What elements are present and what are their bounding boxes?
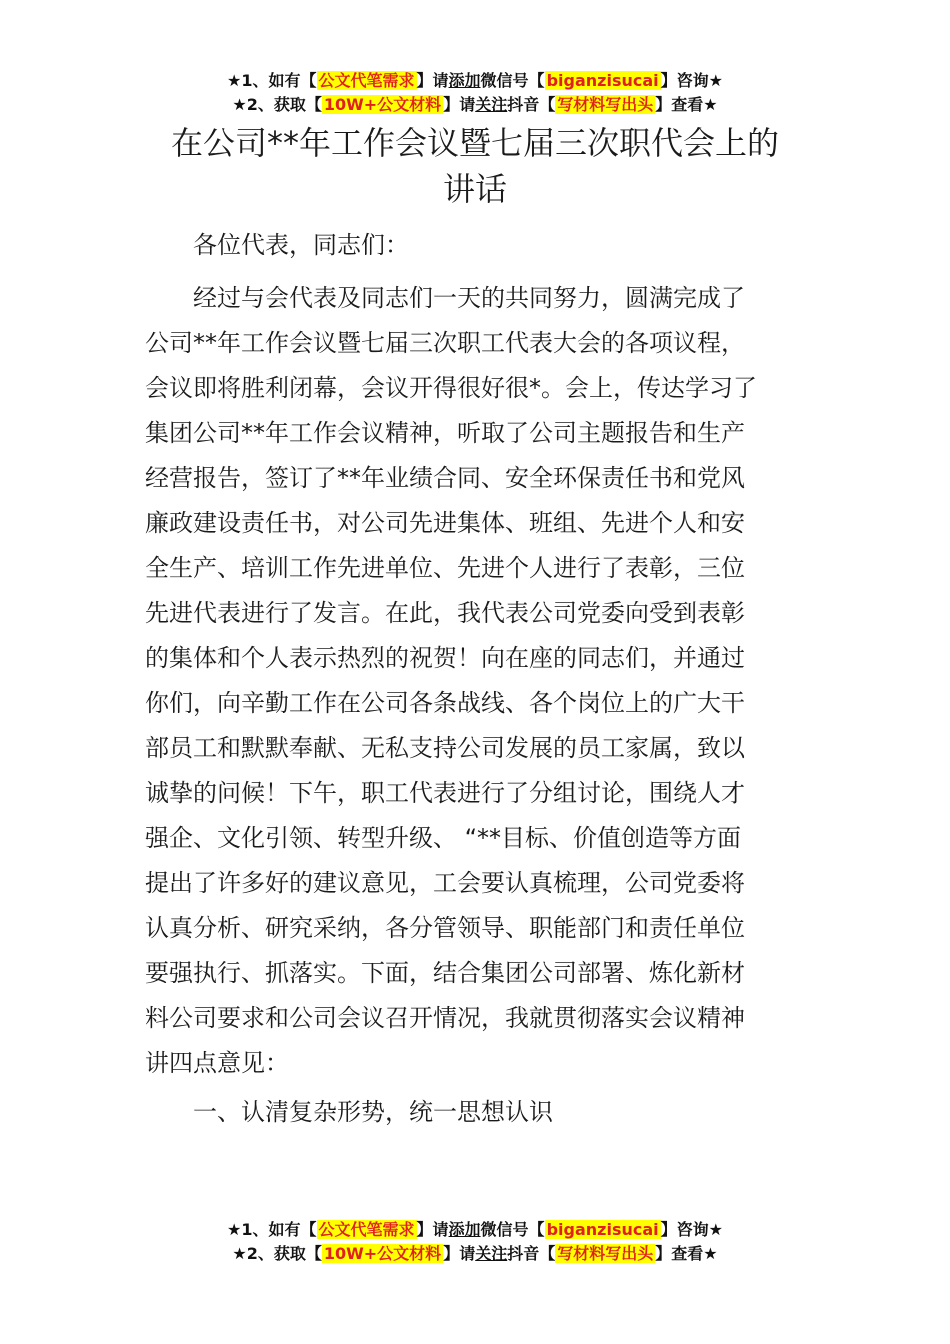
ad-highlight: 公文代笔需求 xyxy=(318,71,415,90)
ad-emphasis: 关注 xyxy=(475,95,508,114)
header-ad-line-1 xyxy=(0,70,950,92)
paragraph-line: 全生产、培训工作先进单位、先进个人进行了表彰，三位 xyxy=(145,554,745,582)
ad-highlight: 10W+公文材料 xyxy=(323,1244,442,1263)
ad-wechat-id: biganzisucai xyxy=(546,71,659,90)
paragraph-line: 你们，向辛勤工作在公司各条战线、各个岗位上的广大干 xyxy=(145,689,745,717)
ad-text: 】请 xyxy=(443,1244,476,1263)
ad-text: 】查看★ xyxy=(655,1244,718,1263)
ad-text: ★1、如有【 xyxy=(227,71,317,90)
paragraph-1 xyxy=(145,276,810,1086)
paragraph-line: 讲四点意见： xyxy=(145,1049,289,1077)
ad-text: 】请 xyxy=(416,1220,449,1239)
paragraph-line: 诚挚的问候！下午，职工代表进行了分组讨论，围绕人才 xyxy=(145,779,745,807)
paragraph-line: 集团公司**年工作会议精神，听取了公司主题报告和生产 xyxy=(145,419,745,447)
paragraph-line: 要强执行、抓落实。下面，结合集团公司部署、炼化新材 xyxy=(145,959,745,987)
ad-emphasis: 添加 xyxy=(448,71,481,90)
ad-text: 抖音【 xyxy=(507,1244,556,1263)
ad-text: 】查看★ xyxy=(655,95,718,114)
paragraph-line: 经过与会代表及同志们一天的共同努力，圆满完成了 xyxy=(193,284,745,312)
ad-text: 微信号【 xyxy=(480,71,545,90)
salutation: 各位代表，同志们： xyxy=(193,231,409,259)
ad-text: ★1、如有【 xyxy=(227,1220,317,1239)
paragraph-line: 廉政建设责任书，对公司先进集体、班组、先进个人和安 xyxy=(145,509,745,537)
document-title-line-1: 在公司**年工作会议暨七届三次职代会上的 xyxy=(170,124,779,162)
paragraph-line: 经营报告，签订了**年业绩合同、安全环保责任书和党风 xyxy=(145,464,745,492)
ad-text: ★2、获取【 xyxy=(232,1244,322,1263)
ad-text: 】请 xyxy=(416,71,449,90)
ad-emphasis: 关注 xyxy=(475,1244,508,1263)
ad-douyin-id: 写材料写出头 xyxy=(557,1244,654,1263)
paragraph-line: 公司**年工作会议暨七届三次职工代表大会的各项议程， xyxy=(145,329,745,357)
ad-highlight: 公文代笔需求 xyxy=(318,1220,415,1239)
ad-text: 微信号【 xyxy=(480,1220,545,1239)
section-1-heading: 一、认清复杂形势，统一思想认识 xyxy=(193,1098,553,1126)
ad-text: 】请 xyxy=(443,95,476,114)
ad-text: ★2、获取【 xyxy=(232,95,322,114)
document-title-line-2: 讲话 xyxy=(442,170,507,208)
ad-douyin-id: 写材料写出头 xyxy=(557,95,654,114)
paragraph-line: 认真分析、研究采纳，各分管领导、职能部门和责任单位 xyxy=(145,914,745,942)
header-ad-line-2 xyxy=(0,94,950,116)
paragraph-line: 部员工和默默奉献、无私支持公司发展的员工家属，致以 xyxy=(145,734,745,762)
ad-text: 】咨询★ xyxy=(660,71,723,90)
ad-emphasis: 添加 xyxy=(448,1220,481,1239)
ad-wechat-id: biganzisucai xyxy=(546,1220,659,1239)
paragraph-line: 的集体和个人表示热烈的祝贺！向在座的同志们，并通过 xyxy=(145,644,745,672)
paragraph-line: 会议即将胜利闭幕，会议开得很好很*。会上，传达学习了 xyxy=(145,374,757,402)
footer-ad-line-2 xyxy=(0,1243,950,1265)
footer-ad-line-1 xyxy=(0,1219,950,1241)
paragraph-line: 先进代表进行了发言。在此，我代表公司党委向受到表彰 xyxy=(145,599,745,627)
ad-highlight: 10W+公文材料 xyxy=(323,95,442,114)
paragraph-line: 提出了许多好的建议意见，工会要认真梳理，公司党委将 xyxy=(145,869,745,897)
paragraph-line: 料公司要求和公司会议召开情况，我就贯彻落实会议精神 xyxy=(145,1004,745,1032)
paragraph-line: 强企、文化引领、转型升级、 “**目标、价值创造等方面 xyxy=(145,824,742,852)
ad-text: 抖音【 xyxy=(507,95,556,114)
ad-text: 】咨询★ xyxy=(660,1220,723,1239)
